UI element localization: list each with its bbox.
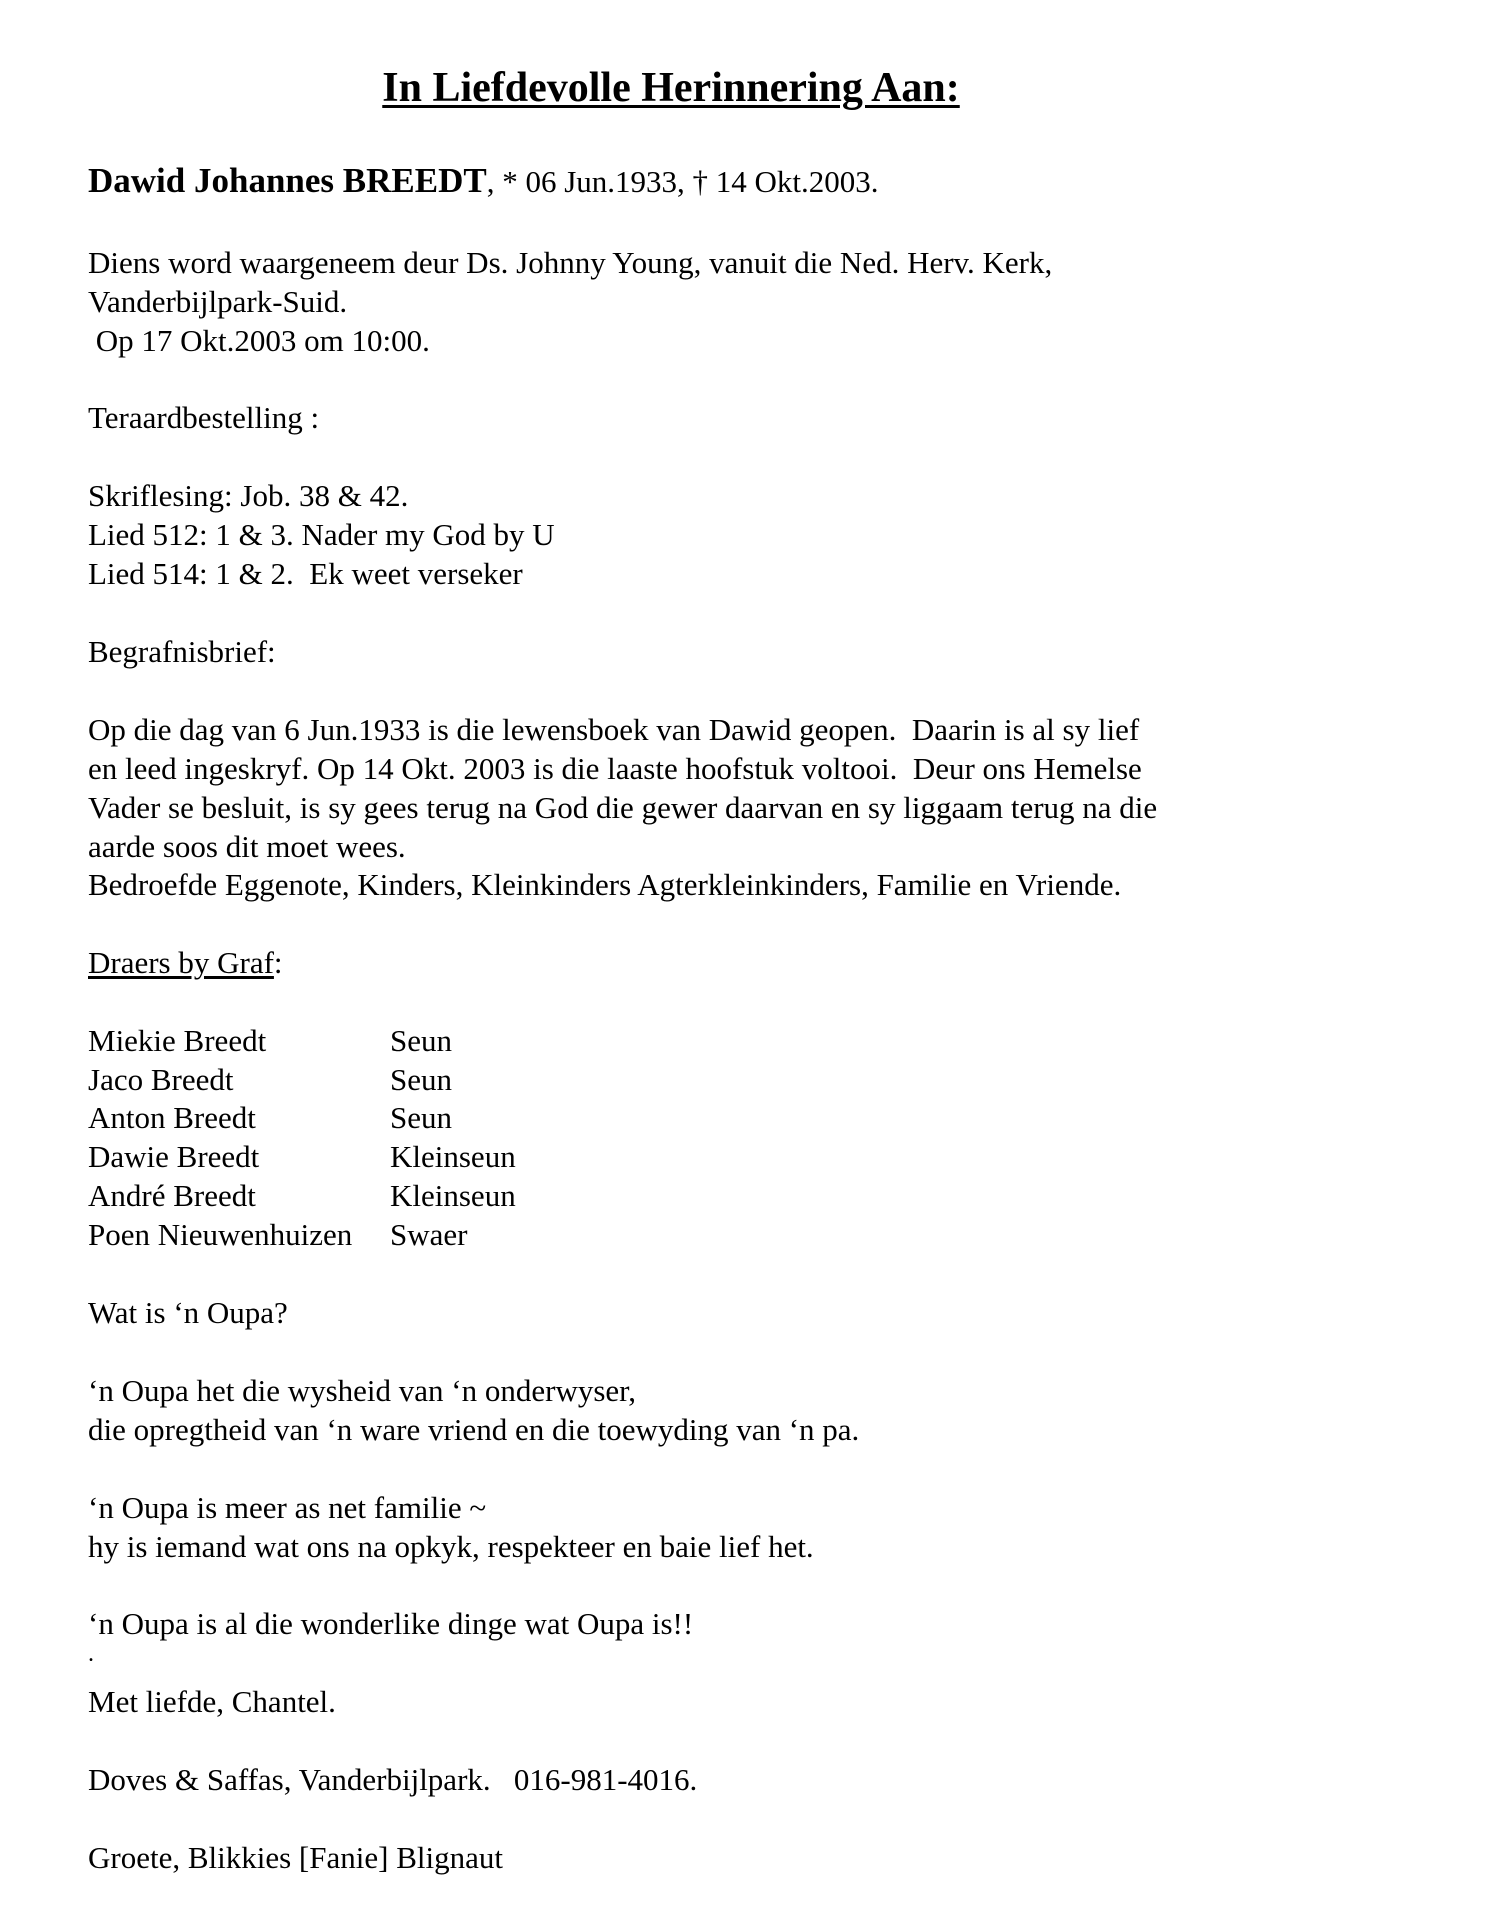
bearer-name: Jaco Breedt <box>88 1062 234 1097</box>
poem-line: hy is iemand wat ons na opkyk, respekteer en baie lief het. <box>88 1529 814 1564</box>
deceased-dates: , * 06 Jun.1933, † 14 Okt.2003. <box>486 164 879 199</box>
bearer-relation: Swaer <box>390 1217 468 1252</box>
letter-label: Begrafnisbrief: <box>88 634 276 669</box>
bearer-relation: Seun <box>390 1023 452 1058</box>
bearer-row <box>88 1061 452 1099</box>
bearer-name: Dawie Breedt <box>88 1139 260 1174</box>
poem-line: ‘n Oupa het die wysheid van ‘n onderwyser, <box>88 1373 636 1408</box>
deceased-name: Dawid Johannes BREEDT <box>88 161 487 200</box>
bearer-row <box>88 1099 452 1137</box>
poem-signoff: Met liefde, Chantel. <box>88 1684 336 1719</box>
poem-line: ‘n Oupa is meer as net familie ~ <box>88 1490 487 1525</box>
bearer-name: André Breedt <box>88 1178 256 1213</box>
bearer-row <box>88 1138 516 1176</box>
greeting-line: Groete, Blikkies [Fanie] Blignaut <box>88 1840 503 1875</box>
reading-2: Lied 512: 1 & 3. Nader my God by U <box>88 517 555 552</box>
reading-1: Skriflesing: Job. 38 & 42. <box>88 478 409 513</box>
page-title: In Liefdevolle Herinnering Aan: <box>382 65 960 111</box>
letter-line-3: Vader se besluit, is sy gees terug na God die gewer daarvan en sy liggaam terug na die <box>88 790 1158 825</box>
burial-label: Teraardbestelling : <box>88 400 320 435</box>
bearers-colon: : <box>273 945 283 980</box>
reading-3: Lied 514: 1 & 2. Ek weet verseker <box>88 556 523 591</box>
letter-line-5: Bedroefde Eggenote, Kinders, Kleinkinders Agterkleinkinders, Familie en Vriende. <box>88 867 1122 902</box>
letter-line-1: Op die dag van 6 Jun.1933 is die lewensboek van Dawid geopen. Daarin is al sy lief <box>88 712 1140 747</box>
bearers-heading <box>88 944 283 982</box>
bearer-row <box>88 1177 516 1215</box>
bearer-name: Miekie Breedt <box>88 1023 267 1058</box>
bearers-label: Draers by Graf <box>88 945 274 980</box>
deceased-line <box>88 162 879 201</box>
bearer-relation: Seun <box>390 1062 452 1097</box>
service-line-3: Op 17 Okt.2003 om 10:00. <box>88 323 430 358</box>
poem-dot: . <box>88 1641 94 1667</box>
bearer-name: Poen Nieuwenhuizen <box>88 1217 353 1252</box>
service-line-1: Diens word waargeneem deur Ds. Johnny Young, vanuit die Ned. Herv. Kerk, <box>88 245 1053 280</box>
bearer-relation: Kleinseun <box>390 1178 516 1213</box>
bearer-row <box>88 1216 467 1254</box>
service-line-2: Vanderbijlpark-Suid. <box>88 284 348 319</box>
letter-line-4: aarde soos dit moet wees. <box>88 829 406 864</box>
poem-closing: ‘n Oupa is al die wonderlike dinge wat Oupa is!! <box>88 1606 694 1641</box>
letter-line-2: en leed ingeskryf. Op 14 Okt. 2003 is die laaste hoofstuk voltooi. Deur ons Hemelse <box>88 751 1142 786</box>
bearer-name: Anton Breedt <box>88 1100 256 1135</box>
poem-line: die opregtheid van ‘n ware vriend en die toewyding van ‘n pa. <box>88 1412 860 1447</box>
bearer-relation: Seun <box>390 1100 452 1135</box>
poem-heading: Wat is ‘n Oupa? <box>88 1295 288 1330</box>
undertaker-line: Doves & Saffas, Vanderbijlpark. 016-981-4016. <box>88 1762 698 1797</box>
bearer-relation: Kleinseun <box>390 1139 516 1174</box>
bearer-row <box>88 1022 452 1060</box>
